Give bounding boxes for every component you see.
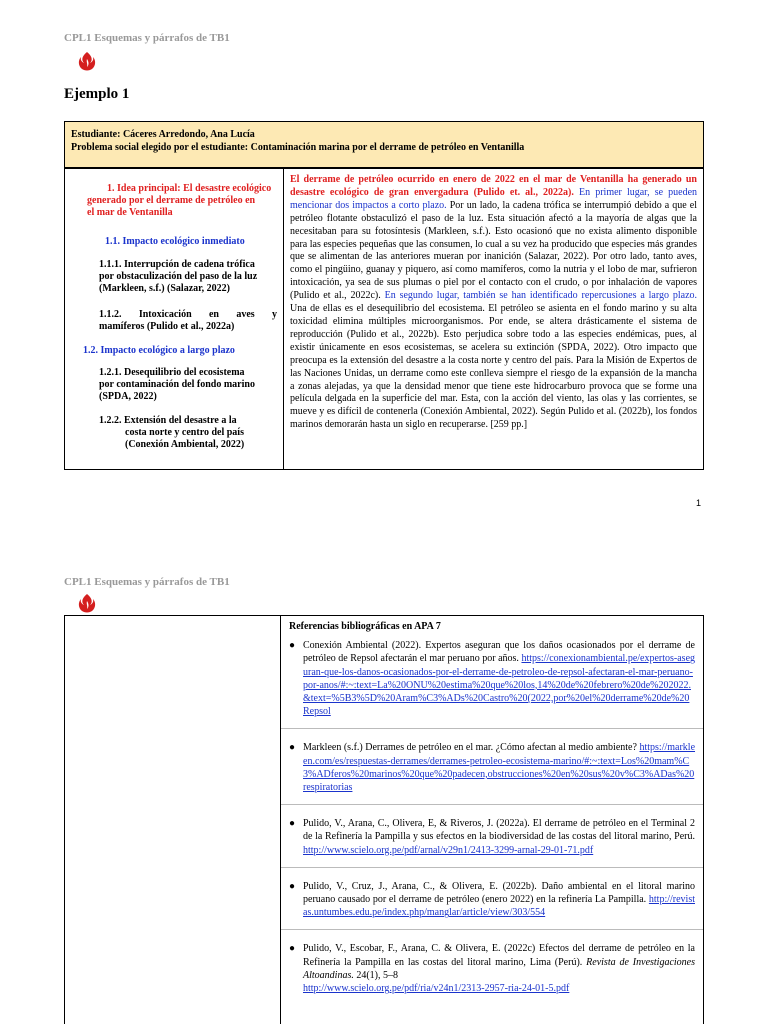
page-2-header: CPL1 Esquemas y párrafos de TB1 bbox=[64, 576, 230, 588]
student-info-box bbox=[64, 121, 704, 168]
reference-item bbox=[289, 942, 695, 995]
item-1-1-1-line-3: (Markleen, s.f.) (Salazar, 2022) bbox=[99, 283, 230, 294]
divider bbox=[281, 867, 703, 868]
item-1-2-2-line-1: 1.2.2. Extensión del desastre a la bbox=[99, 415, 237, 426]
item-1-1-1-line-2: por obstaculización del paso de la luz bbox=[99, 271, 258, 282]
reference-text: Markleen (s.f.) Derrames de petróleo en el mar. ¿Cómo afectan al medio ambiente? bbox=[303, 742, 637, 754]
divider bbox=[281, 804, 703, 805]
item-1-1-1-line-1: 1.1.1. Interrupción de cadena trófica bbox=[99, 259, 255, 270]
reference-journal: Revista de Investigaciones Altoandinas. bbox=[303, 956, 696, 981]
bullet-icon: ● bbox=[289, 943, 296, 955]
page-title: Ejemplo 1 bbox=[64, 86, 130, 102]
university-logo-icon bbox=[76, 50, 98, 74]
reference-volume: 24(1), 5–8 bbox=[356, 969, 399, 981]
main-idea-line-3: el mar de Ventanilla bbox=[87, 207, 173, 218]
item-1-2-2-line-2: costa norte y centro del país bbox=[125, 427, 244, 438]
reference-item bbox=[289, 880, 695, 920]
problem-label: Problema social elegido por el estudiante: Contaminación marina por el derrame de petróleo en Ventanilla bbox=[71, 142, 525, 153]
reference-item bbox=[289, 741, 695, 794]
item-1-1-2-line-2: mamíferos (Pulido et al., 2022a) bbox=[99, 321, 235, 332]
bullet-icon: ● bbox=[289, 880, 296, 892]
subtopic-1-1: 1.1. Impacto ecológico inmediato bbox=[105, 236, 245, 247]
bullet-icon: ● bbox=[289, 818, 296, 830]
outline-paragraph-table bbox=[64, 168, 704, 470]
item-1-2-2-line-3: (Conexión Ambiental, 2022) bbox=[125, 439, 245, 450]
references-title: Referencias bibliográficas en APA 7 bbox=[289, 621, 441, 632]
reference-text: Conexión Ambiental (2022). Expertos aseguran que los daños ocasionados por el derrame de petróleo de Repsol afectarán el mar peruano por años. bbox=[303, 640, 695, 665]
paragraph-transition-1: En primer lugar, se pueden mencionar dos impactos a corto plazo. bbox=[290, 186, 698, 211]
university-logo-icon bbox=[76, 592, 98, 616]
page-header: CPL1 Esquemas y párrafos de TB1 bbox=[64, 32, 230, 44]
paragraph-column bbox=[284, 169, 703, 469]
item-1-1-2-line-1: 1.1.2. Intoxicación en aves y bbox=[99, 309, 277, 320]
divider bbox=[281, 728, 703, 729]
reference-link[interactable]: http://www.scielo.org.pe/pdf/arnal/v29n1/2413-3299-arnal-29-01-71.pdf bbox=[303, 844, 594, 856]
reference-link[interactable]: http://revistas.untumbes.edu.pe/index.php/manglar/article/view/303/554 bbox=[303, 894, 695, 919]
reference-item bbox=[289, 639, 695, 718]
reference-text: Pulido, V., Escobar, F., Arana, C. & Olivera, E. (2022c) Efectos del derrame de petróleo en la Refinería la Pampilla en las costas del litoral marino, Lima (Perú). bbox=[303, 943, 695, 968]
reference-text: Pulido, V., Arana, C., Olivera, E, & Riveros, J. (2022a). El derrame de petróleo en el Terminal 2 de la Refinería la Pampilla y sus efectos en la biodiversidad de las costas del litoral marino, Perú. bbox=[303, 818, 695, 843]
item-1-2-1-line-3: (SPDA, 2022) bbox=[99, 391, 157, 402]
paragraph-body-1: Por un lado, la cadena trófica se interrumpió debido a que el petróleo flotante obstaculizó el paso de la luz. Esta situación afectó a la mayoría de algas que la necesitaban para su fotosíntesis (Markleen, s.f.). Esto ocasionó que no exista alimento disponible para las especies pequeñas que las consumen, lo cual a su vez ha producido que especies más grandes que se alimentan de las anteriores mueran por inanición (Salazar, 2022). Por otro lado, tanto aves, como el pingüino, guanay y piquero, así como mamíferos, como la nutria y el lobo de mar, sufrieron intoxicación, ya sea de sus plumas o piel por el contacto con el crudo, o por inhalación de vapores (Pulido et al., 2022c). bbox=[290, 199, 698, 302]
student-label: Estudiante: Cáceres Arredondo, Ana Lucía bbox=[71, 129, 255, 140]
divider bbox=[281, 929, 703, 930]
reference-text: Pulido, V., Cruz, J., Arana, C., & Olivera, E. (2022b). Daño ambiental en el litoral marino peruano causado por el derrame de petróleo (enero 2022) en la refinería La Pampilla. bbox=[303, 880, 695, 906]
outline-column bbox=[65, 169, 284, 469]
main-idea-line-1: 1. Idea principal: El desastre ecológico bbox=[107, 183, 272, 194]
item-1-2-1-line-2: por contaminación del fondo marino bbox=[99, 379, 255, 390]
page-number: 1 bbox=[696, 498, 702, 508]
reference-item bbox=[289, 817, 695, 857]
references-left-cell bbox=[65, 616, 281, 1024]
item-1-2-1-line-1: 1.2.1. Desequilibrio del ecosistema bbox=[99, 367, 245, 378]
reference-link[interactable]: https://markleen.com/es/respuestas-derrames/derrames-petroleo-ecosistema-marino/#:~:text=Los%20mam%C3%ADferos%20marinos%20que%20padecen,obstrucciones%20en%20sus%20v%C3%ADas%20respiratorias bbox=[303, 742, 696, 794]
paragraph-transition-2: En segundo lugar, también se han identificado repercusiones a largo plazo. bbox=[384, 290, 698, 302]
bullet-icon: ● bbox=[289, 742, 296, 754]
paragraph-main-idea: El derrame de petróleo ocurrido en enero de 2022 en el mar de Ventanilla ha generado un desastre ecológico de gran envergadura (Pulido et. al., 2022a). bbox=[290, 174, 697, 198]
main-idea-line-2: generado por el derrame de petróleo en bbox=[87, 195, 256, 206]
references-cell bbox=[281, 616, 703, 995]
references-table bbox=[64, 615, 704, 1024]
reference-link[interactable]: https://conexionambiental.pe/expertos-aseguran-que-los-danos-ocasionados-por-el-derrame-de-petroleo-de-repsol-afectaran-el-mar-peruano-por-anos/#:~:text=La%20ONU%20estima%20que%20los,14%20de%20febrero%20de%202022.&text=%5B3%5D%20Aram%C3%ADs%20Castro%20(2022,por%20el%20derrame%20de%20Repsol bbox=[303, 653, 696, 718]
reference-link[interactable]: http://www.scielo.org.pe/pdf/ria/v24n1/2313-2957-ria-24-01-5.pdf bbox=[303, 983, 570, 995]
bullet-icon: ● bbox=[289, 640, 296, 652]
subtopic-1-2: 1.2. Impacto ecológico a largo plazo bbox=[83, 345, 235, 356]
paragraph-body-2: Una de ellas es el desequilibrio del ecosistema. El petróleo se asienta en el fondo marino y su alta toxicidad elimina múltiples microorganismos. Por ende, se altera drásticamente el sistema de reproducción (Pulido et al., 2022b). Esto perjudica sobre todo a las especies endémicas, pues, al existir únicamente en esos ecosistemas, se acelera su extinción (SPDA, 2022). Otro impacto que preocupa es la extensión del desastre a la costa norte y centro del país. Para la Misión de Expertos de las Naciones Unidas, un derrame como este conlleva siempre el riesgo de la expansión de la mancha a zonas alejadas, ya que la densidad menor que tiene este hidrocarburo provoca que se forme una película delgada en la superficie del mar. Esta, con la acción del viento, las olas y las corrientes, se mueve y es difícil de contenerla (Conexión Ambiental, 2022). Según Pulido et al. (2022b), los fondos marinos demorarán hasta un siglo en recuperarse. [259 pp.] bbox=[290, 303, 697, 431]
